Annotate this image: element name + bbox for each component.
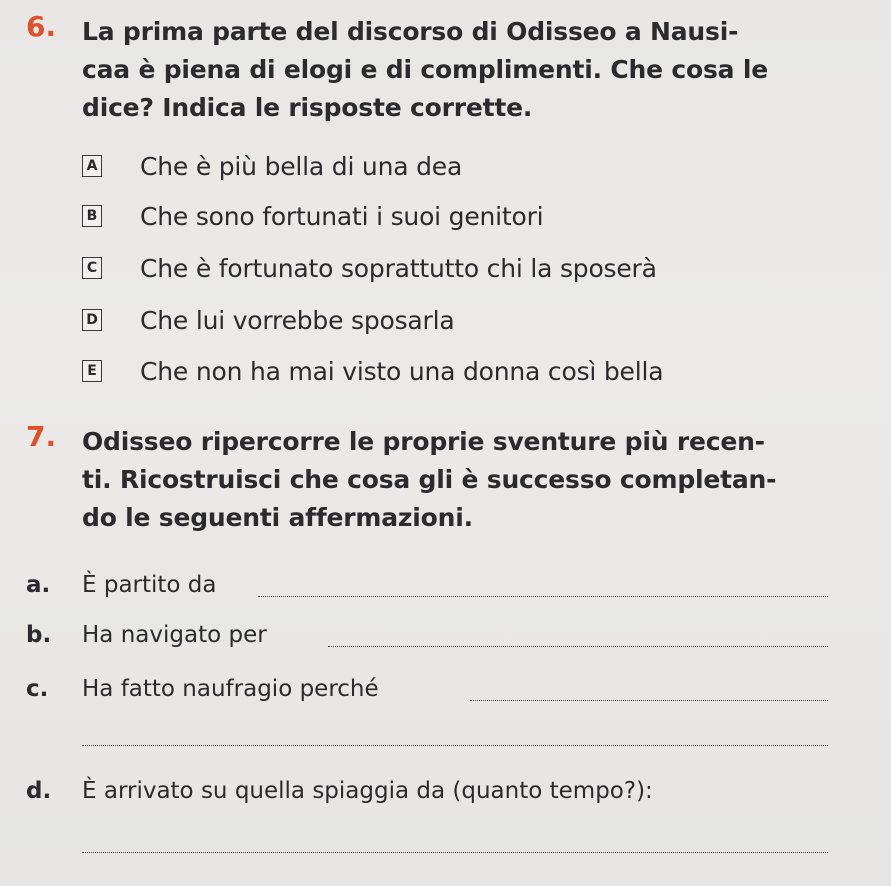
item-c-answer-line-2[interactable] <box>82 745 828 746</box>
item-c-answer-line[interactable] <box>470 700 828 701</box>
item-d-letter: d. <box>26 778 52 804</box>
item-c-text: Ha fatto naufragio perché <box>82 676 379 702</box>
item-a-text: È partito da <box>82 572 217 598</box>
item-a <box>26 572 217 598</box>
item-a-answer-line[interactable] <box>258 596 828 597</box>
question-7-line-2: ti. Ricostruisci che cosa gli è successo completan- <box>82 465 777 494</box>
option-e-label: Che non ha mai visto una donna così bella <box>140 356 664 386</box>
option-c-label: Che è fortunato soprattutto chi la sposerà <box>140 253 657 283</box>
option-b[interactable] <box>82 200 543 232</box>
option-d-label: Che lui vorrebbe sposarla <box>140 305 455 335</box>
question-6-prompt <box>82 13 768 127</box>
option-c[interactable] <box>82 252 657 284</box>
item-b <box>26 622 267 648</box>
question-6-line-3: dice? Indica le risposte corrette. <box>82 93 533 122</box>
item-b-text: Ha navigato per <box>82 622 267 648</box>
question-6-number: 6. <box>26 10 57 43</box>
question-6-line-2: caa è piena di elogi e di complimenti. Che cosa le <box>82 55 768 84</box>
item-b-answer-line[interactable] <box>328 646 828 647</box>
item-c <box>26 676 379 702</box>
item-d <box>26 778 653 804</box>
option-c-checkbox[interactable]: C <box>82 257 102 279</box>
option-e-checkbox[interactable]: E <box>82 360 102 382</box>
question-6-line-1: La prima parte del discorso di Odisseo a Nausi- <box>82 17 739 46</box>
question-7-line-1: Odisseo ripercorre le proprie sventure più recen- <box>82 427 765 456</box>
question-7-number: 7. <box>26 420 57 453</box>
option-d[interactable] <box>82 304 455 336</box>
option-a-label: Che è più bella di una dea <box>140 151 463 181</box>
question-7-line-3: do le seguenti affermazioni. <box>82 503 473 532</box>
question-7-prompt <box>82 423 776 537</box>
option-e[interactable] <box>82 355 663 387</box>
option-b-checkbox[interactable]: B <box>82 205 102 227</box>
item-c-letter: c. <box>26 676 49 702</box>
item-d-text: È arrivato su quella spiaggia da (quanto tempo?): <box>82 778 653 804</box>
option-d-checkbox[interactable]: D <box>82 309 102 331</box>
option-b-label: Che sono fortunati i suoi genitori <box>140 201 544 231</box>
option-a[interactable] <box>82 150 462 182</box>
item-d-answer-line[interactable] <box>82 852 828 853</box>
item-a-letter: a. <box>26 572 51 598</box>
option-a-checkbox[interactable]: A <box>82 155 102 177</box>
item-b-letter: b. <box>26 622 52 648</box>
